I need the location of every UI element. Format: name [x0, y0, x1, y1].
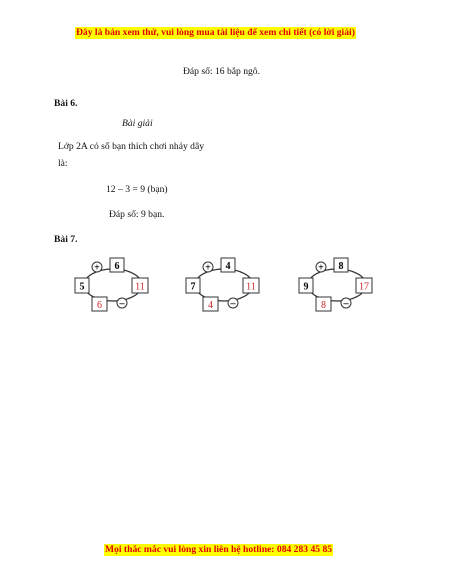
- right-answer: 17: [359, 281, 369, 293]
- bai6-solution-heading: Bài giải: [122, 118, 153, 129]
- bai6-line2: là:: [58, 158, 68, 169]
- header-banner: Đây là bản xem thử, vui lòng mua tài liệu để xem chi tiết (có lời giải): [76, 27, 355, 38]
- bai6-title: Bài 6.: [54, 98, 78, 109]
- minus-sign: –: [119, 298, 125, 310]
- minus-sign: –: [343, 298, 349, 310]
- cycle-diagram-1: [72, 254, 154, 314]
- bottom-answer: 8: [321, 300, 326, 311]
- bottom-answer: 4: [208, 300, 213, 311]
- right-answer: 11: [135, 281, 145, 293]
- bai6-answer: Đáp số: 9 bạn.: [109, 209, 165, 220]
- plus-sign: +: [205, 262, 211, 274]
- plus-sign: +: [318, 262, 324, 274]
- cycle-diagram-3: [296, 254, 378, 314]
- left-number: 9: [303, 281, 309, 293]
- footer-banner: Mọi thắc mắc vui lòng xin liên hệ hotline: 084 283 45 85: [105, 544, 333, 555]
- top-number: 6: [114, 261, 120, 272]
- bai6-line1: Lớp 2A có số bạn thích chơi nhảy dây: [58, 141, 205, 152]
- bai7-title: Bài 7.: [54, 234, 78, 245]
- plus-sign: +: [94, 262, 100, 274]
- bottom-answer: 6: [97, 300, 102, 311]
- left-number: 7: [190, 281, 196, 293]
- top-number: 8: [338, 261, 344, 272]
- cycle-diagram-2: [183, 254, 265, 314]
- bai6-calculation: 12 – 3 = 9 (bạn): [106, 184, 168, 195]
- previous-answer: Đáp số: 16 bắp ngô.: [183, 66, 261, 77]
- minus-sign: –: [230, 298, 236, 310]
- left-number: 5: [79, 281, 85, 293]
- right-answer: 11: [246, 281, 256, 293]
- top-number: 4: [225, 261, 231, 272]
